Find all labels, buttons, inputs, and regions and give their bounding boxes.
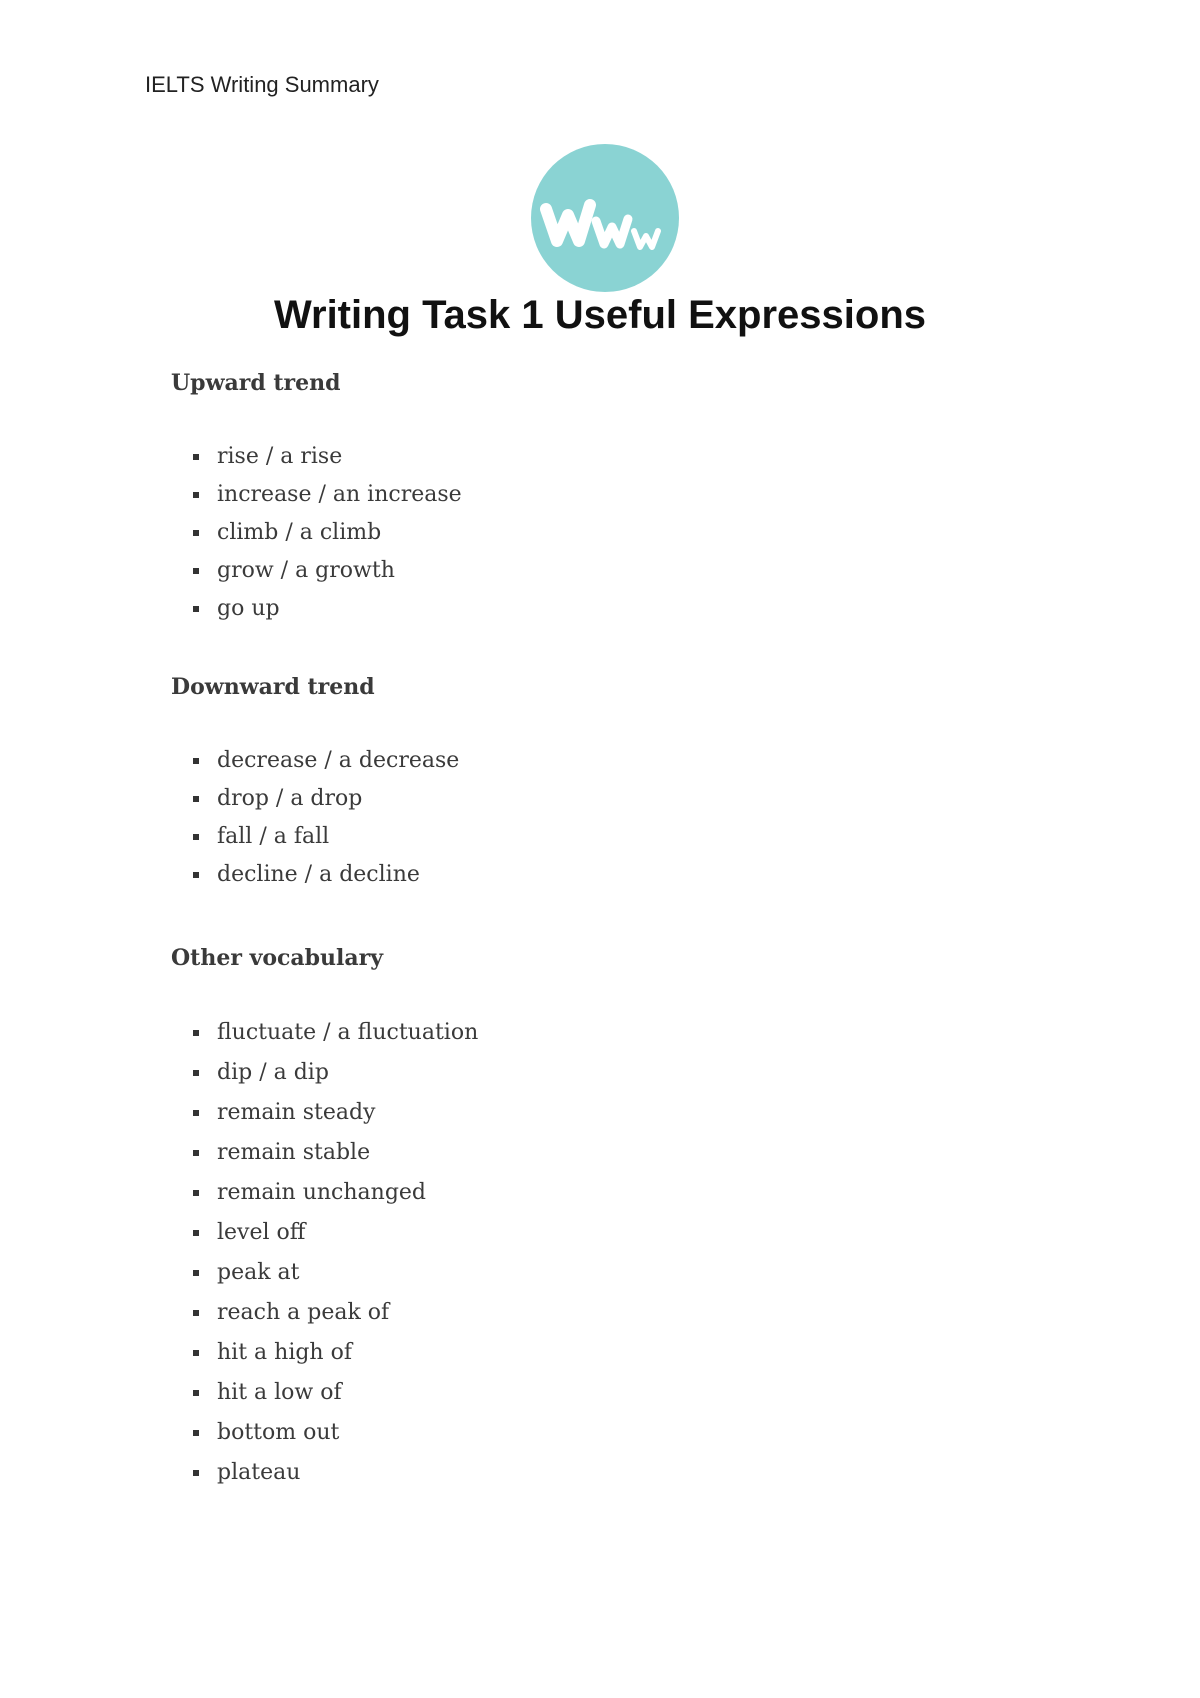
term-text: grow / a growth (217, 558, 395, 583)
list-item (171, 552, 462, 590)
term-text: level off (217, 1220, 306, 1245)
square-bullet-icon (193, 1430, 199, 1436)
term-text: remain steady (217, 1100, 376, 1125)
list-item (171, 1373, 478, 1413)
term-text: hit a high of (217, 1340, 352, 1365)
square-bullet-icon (193, 454, 199, 460)
square-bullet-icon (193, 530, 199, 536)
list-item (171, 590, 462, 628)
list-item (171, 1213, 478, 1253)
document-title: Writing Task 1 Useful Expressions (273, 293, 927, 337)
list-item (171, 476, 462, 514)
list-item (171, 1093, 478, 1133)
list-item (171, 1413, 478, 1453)
square-bullet-icon (193, 1470, 199, 1476)
term-text: remain stable (217, 1140, 371, 1165)
square-bullet-icon (193, 1270, 199, 1276)
square-bullet-icon (193, 1150, 199, 1156)
www-logo-icon (530, 143, 680, 293)
term-text: bottom out (217, 1420, 340, 1445)
list-item (171, 856, 459, 894)
term-text: fall / a fall (217, 824, 330, 849)
square-bullet-icon (193, 1030, 199, 1036)
page-header: IELTS Writing Summary (145, 72, 379, 97)
square-bullet-icon (193, 1390, 199, 1396)
list-item (171, 438, 462, 476)
list-item (171, 780, 459, 818)
square-bullet-icon (193, 606, 199, 612)
list-item (171, 1293, 478, 1333)
section-downward-trend (171, 672, 459, 894)
square-bullet-icon (193, 758, 199, 764)
term-text: decrease / a decrease (217, 748, 460, 773)
square-bullet-icon (193, 492, 199, 498)
term-text: go up (217, 596, 280, 621)
list-item (171, 1013, 478, 1053)
section-heading: Downward trend (171, 674, 375, 700)
list-item (171, 1333, 478, 1373)
term-text: climb / a climb (217, 520, 382, 545)
term-text: hit a low of (217, 1380, 342, 1405)
square-bullet-icon (193, 834, 199, 840)
term-text: drop / a drop (217, 786, 363, 811)
term-text: increase / an increase (217, 482, 462, 507)
term-text: reach a peak of (217, 1300, 390, 1325)
square-bullet-icon (193, 1230, 199, 1236)
square-bullet-icon (193, 796, 199, 802)
list-item (171, 742, 459, 780)
square-bullet-icon (193, 1070, 199, 1076)
list-item (171, 1453, 478, 1493)
section-heading: Upward trend (171, 370, 341, 396)
list-item (171, 1053, 478, 1093)
term-text: plateau (217, 1460, 301, 1485)
list-item (171, 1133, 478, 1173)
section-heading: Other vocabulary (171, 945, 384, 971)
term-list (171, 1013, 478, 1493)
term-text: dip / a dip (217, 1060, 329, 1085)
square-bullet-icon (193, 1310, 199, 1316)
list-item (171, 818, 459, 856)
square-bullet-icon (193, 568, 199, 574)
term-list (171, 742, 459, 894)
term-text: fluctuate / a fluctuation (217, 1020, 479, 1045)
term-text: decline / a decline (217, 862, 420, 887)
term-text: peak at (217, 1260, 300, 1285)
section-upward-trend (171, 368, 462, 628)
section-other-vocabulary (171, 943, 478, 1493)
term-text: rise / a rise (217, 444, 343, 469)
square-bullet-icon (193, 872, 199, 878)
square-bullet-icon (193, 1190, 199, 1196)
list-item (171, 1253, 478, 1293)
square-bullet-icon (193, 1350, 199, 1356)
term-list (171, 438, 462, 628)
term-text: remain unchanged (217, 1180, 427, 1205)
list-item (171, 1173, 478, 1213)
list-item (171, 514, 462, 552)
square-bullet-icon (193, 1110, 199, 1116)
